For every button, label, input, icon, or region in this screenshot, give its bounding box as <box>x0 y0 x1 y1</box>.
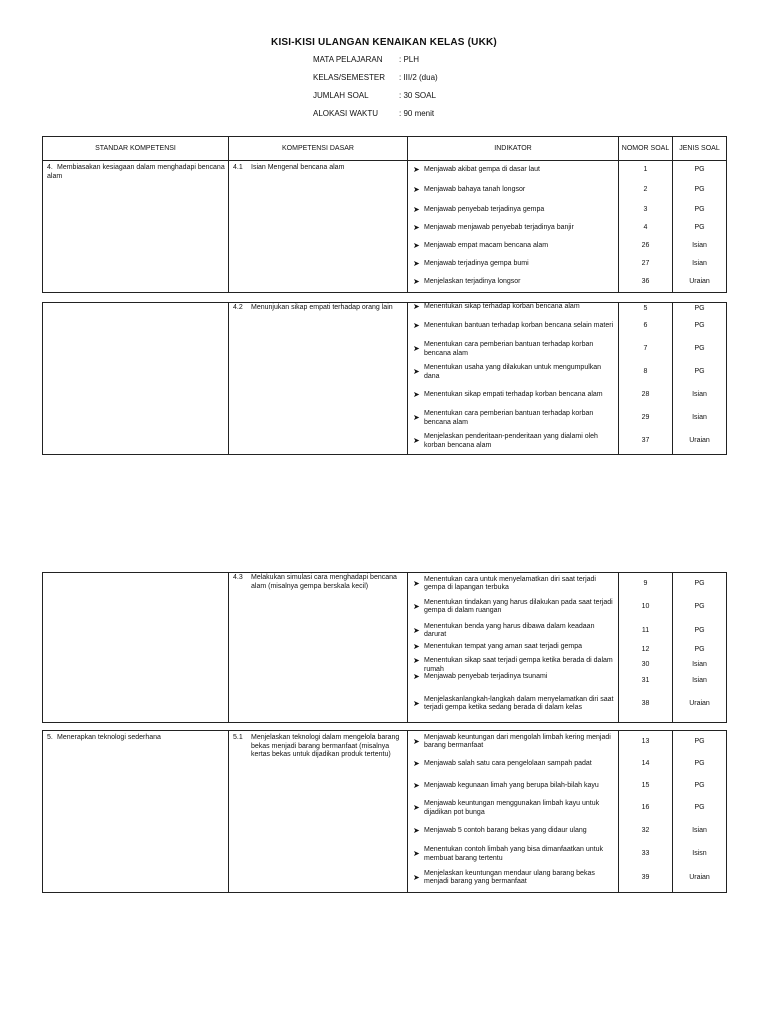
arrow-bullet-icon: ➤ <box>413 240 420 250</box>
indikator-item <box>408 430 618 453</box>
indikator-text: Menjelaskanlangkah-langkah dalam menyelamatkan diri saat terjadi gempa ketika sedang berada di dalam kelas <box>424 695 614 711</box>
standar-kompetensi-cell <box>43 573 229 723</box>
document-title: KISI-KISI ULANGAN KENAIKAN KELAS (UKK) <box>271 37 497 48</box>
header-kompetensi-dasar: KOMPETENSI DASAR <box>229 137 408 161</box>
indikator-item <box>408 161 618 179</box>
indikator-item <box>408 303 618 315</box>
jenis-soal: Uraian <box>689 873 710 881</box>
meta-row <box>313 55 519 73</box>
arrow-bullet-icon: ➤ <box>413 164 420 174</box>
nomor-soal: 33 <box>641 850 650 858</box>
jenis-soal: Isisn <box>692 850 707 858</box>
meta-label: MATA PELAJARAN <box>313 55 383 64</box>
nomor-soal: 38 <box>641 699 650 707</box>
kompetensi-dasar-cell <box>229 161 408 293</box>
arrow-bullet-icon: ➤ <box>413 656 420 665</box>
meta-value: : PLH <box>399 55 420 64</box>
kd-number: 5.1 <box>233 734 243 741</box>
indikator-item <box>408 689 618 719</box>
arrow-bullet-icon: ➤ <box>413 698 420 708</box>
meta-value: : III/2 (dua) <box>399 73 438 82</box>
indikator-text: Menjawab menjawab penyebab terjadinya banjir <box>424 223 574 231</box>
kompetensi-dasar-cell <box>229 573 408 723</box>
indikator-text: Menjawab empat macam bencana alam <box>424 241 549 249</box>
sk-text: Menerapkan teknologi sederhana <box>57 734 161 741</box>
jenis-soal: PG <box>694 165 705 173</box>
jenis-soal: Uraian <box>689 277 710 285</box>
kisi-table-3 <box>42 572 727 723</box>
arrow-bullet-icon: ➤ <box>413 222 420 232</box>
indikator-item <box>408 595 618 619</box>
sk-number: 5. <box>47 734 53 741</box>
nomor-soal: 2 <box>643 185 648 193</box>
jenis-soal: PG <box>694 304 705 312</box>
nomor-soal: 1 <box>643 165 648 173</box>
nomor-soal: 8 <box>643 368 648 376</box>
nomor-soal-list <box>619 161 673 293</box>
indikator-item <box>408 201 618 219</box>
kisi-table-1 <box>42 136 727 293</box>
kisi-table-2 <box>42 302 727 455</box>
nomor-soal: 12 <box>641 645 650 653</box>
arrow-bullet-icon: ➤ <box>413 625 420 635</box>
arrow-bullet-icon: ➤ <box>413 436 420 446</box>
jenis-soal: Isian <box>692 391 707 399</box>
indikator-item <box>408 643 618 657</box>
nomor-soal-list <box>619 303 673 455</box>
indikator-item <box>408 573 618 595</box>
nomor-soal: 5 <box>643 304 648 312</box>
indikator-list <box>408 573 619 723</box>
arrow-bullet-icon: ➤ <box>413 258 420 268</box>
indikator-text: Menentukan usaha yang dilakukan untuk mengumpulkan dana <box>424 364 602 380</box>
table-row <box>43 303 727 455</box>
arrow-bullet-icon: ➤ <box>413 276 420 286</box>
meta-label: JUMLAH SOAL <box>313 91 369 100</box>
indikator-item <box>408 657 618 673</box>
nomor-soal: 29 <box>641 414 650 422</box>
meta-row <box>313 109 519 127</box>
nomor-soal: 30 <box>641 660 650 668</box>
standar-kompetensi-cell <box>43 303 229 455</box>
indikator-item <box>408 797 618 820</box>
kd-text: Melakukan simulasi cara menghadapi bencana alam (misalnya gempa berskala kecil) <box>251 574 397 590</box>
indikator-item <box>408 384 618 407</box>
arrow-bullet-icon: ➤ <box>413 184 420 194</box>
indikator-item <box>408 619 618 643</box>
jenis-soal-list <box>673 573 727 723</box>
indikator-text: Menjawab kegunaan limah yang berupa bilah-bilah kayu <box>424 782 599 790</box>
nomor-soal: 15 <box>641 782 650 790</box>
nomor-soal-list <box>619 573 673 723</box>
indikator-item <box>408 866 618 890</box>
indikator-item <box>408 255 618 273</box>
jenis-soal: PG <box>694 760 705 768</box>
indikator-text: Menjelaskan penderitaan-penderitaan yang dialami oleh korban bencana alam <box>424 433 598 449</box>
arrow-bullet-icon: ➤ <box>413 578 420 588</box>
indikator-text: Menentukan tindakan yang harus dilakukan pada saat terjadi gempa di dalam ruangan <box>424 598 613 614</box>
indikator-list <box>408 303 619 455</box>
jenis-soal: PG <box>694 804 705 812</box>
meta-label: ALOKASI WAKTU <box>313 109 379 118</box>
arrow-bullet-icon: ➤ <box>413 872 420 882</box>
nomor-soal: 9 <box>643 579 648 587</box>
nomor-soal: 16 <box>641 804 650 812</box>
indikator-text: Menjawab keuntungan dari mengolah limbah kering menjadi barang bermanfaat <box>424 733 611 749</box>
indikator-list <box>408 161 619 293</box>
arrow-bullet-icon: ➤ <box>413 204 420 214</box>
arrow-bullet-icon: ➤ <box>413 672 420 681</box>
jenis-soal: PG <box>694 645 705 653</box>
indikator-text: Menentukan tempat yang aman saat terjadi gempa <box>424 643 582 650</box>
standar-kompetensi-cell <box>43 731 229 893</box>
arrow-bullet-icon: ➤ <box>413 302 420 311</box>
jenis-soal-list <box>673 303 727 455</box>
header-standar-kompetensi: STANDAR KOMPETENSI <box>43 137 229 161</box>
table-header-row <box>43 137 727 161</box>
nomor-soal: 36 <box>641 277 650 285</box>
kompetensi-dasar-cell <box>229 731 408 893</box>
nomor-soal: 3 <box>643 205 648 213</box>
nomor-soal: 7 <box>643 345 648 353</box>
indikator-text: Menentukan sikap terhadap korban bencana alam <box>424 303 580 310</box>
jenis-soal: PG <box>694 782 705 790</box>
indikator-text: Menentukan bantuan terhadap korban bencana selain materi <box>424 322 614 330</box>
meta-row <box>313 91 519 109</box>
indikator-text: Menjelaskan terjadinya longsor <box>424 277 521 285</box>
nomor-soal: 28 <box>641 391 650 399</box>
jenis-soal: PG <box>694 602 705 610</box>
table-row <box>43 731 727 893</box>
indikator-item <box>408 237 618 255</box>
arrow-bullet-icon: ➤ <box>413 321 420 331</box>
header-indikator: INDIKATOR <box>408 137 619 161</box>
indikator-text: Menjawab salah satu cara pengelolaan sampah padat <box>424 760 592 768</box>
indikator-text: Menjelaskan keuntungan mendaur ulang barang bekas menjadi barang yang bermanfaat <box>424 869 595 885</box>
nomor-soal: 6 <box>643 322 648 330</box>
meta-info <box>313 55 519 127</box>
jenis-soal: PG <box>694 579 705 587</box>
indikator-text: Menjawab keuntungan menggunakan limbah kayu untuk dijadikan pot bunga <box>424 800 600 816</box>
arrow-bullet-icon: ➤ <box>413 390 420 400</box>
indikator-item <box>408 179 618 201</box>
arrow-bullet-icon: ➤ <box>413 344 420 354</box>
indikator-text: Menjawab penyebab terjadinya gempa <box>424 205 545 213</box>
jenis-soal: Isian <box>692 414 707 422</box>
arrow-bullet-icon: ➤ <box>413 759 420 769</box>
arrow-bullet-icon: ➤ <box>413 781 420 791</box>
nomor-soal: 11 <box>641 626 650 634</box>
indikator-item <box>408 219 618 237</box>
indikator-text: Menentukan cara untuk menyelamatkan diri saat terjadi gempa di lapangan terbuka <box>424 575 596 591</box>
nomor-soal: 13 <box>641 737 650 745</box>
arrow-bullet-icon: ➤ <box>413 826 420 836</box>
arrow-bullet-icon: ➤ <box>413 736 420 746</box>
indikator-text: Menjawab bahaya tanah longsor <box>424 185 526 193</box>
indikator-text: Menjawab terjadinya gempa bumi <box>424 259 529 267</box>
jenis-soal: PG <box>694 185 705 193</box>
arrow-bullet-icon: ➤ <box>413 642 420 651</box>
meta-label: KELAS/SEMESTER <box>313 73 386 82</box>
table-row <box>43 161 727 293</box>
jenis-soal: PG <box>694 626 705 634</box>
meta-value: : 30 SOAL <box>399 91 436 100</box>
nomor-soal: 31 <box>641 676 650 684</box>
nomor-soal: 37 <box>641 437 650 445</box>
indikator-item <box>408 820 618 843</box>
arrow-bullet-icon: ➤ <box>413 803 420 813</box>
nomor-soal: 4 <box>643 223 648 231</box>
sk-text: Membiasakan kesiagaan dalam menghadapi bencana alam <box>47 164 225 180</box>
nomor-soal: 14 <box>641 760 650 768</box>
indikator-text: Menentukan sikap empati terhadap korban bencana alam <box>424 391 603 399</box>
header-nomor-soal: NOMOR SOAL <box>619 137 673 161</box>
nomor-soal: 27 <box>641 259 650 267</box>
jenis-soal: PG <box>694 345 705 353</box>
arrow-bullet-icon: ➤ <box>413 413 420 423</box>
meta-value: : 90 menit <box>399 109 435 118</box>
sk-number: 4. <box>47 164 53 171</box>
indikator-text: Menjawab 5 contoh barang bekas yang didaur ulang <box>424 827 587 835</box>
jenis-soal-list <box>673 161 727 293</box>
nomor-soal: 26 <box>641 241 650 249</box>
jenis-soal: PG <box>694 322 705 330</box>
indikator-item <box>408 407 618 430</box>
jenis-soal: Isian <box>692 827 707 835</box>
jenis-soal: Isian <box>692 660 707 668</box>
indikator-text: Menentukan cara pemberian bantuan terhadap korban bencana alam <box>424 410 594 426</box>
jenis-soal: PG <box>694 223 705 231</box>
indikator-item <box>408 731 618 753</box>
kd-text: Menunjukan sikap empati terhadap orang lain <box>251 304 393 311</box>
nomor-soal-list <box>619 731 673 893</box>
jenis-soal: Isian <box>692 241 707 249</box>
indikator-item <box>408 338 618 361</box>
jenis-soal: PG <box>694 368 705 376</box>
jenis-soal: PG <box>694 205 705 213</box>
nomor-soal: 39 <box>641 873 650 881</box>
header-jenis-soal: JENIS SOAL <box>673 137 727 161</box>
indikator-text: Menjawab akibat gempa di dasar laut <box>424 165 540 173</box>
arrow-bullet-icon: ➤ <box>413 849 420 859</box>
kd-number: 4.3 <box>233 574 243 581</box>
indikator-item <box>408 753 618 776</box>
indikator-text: Menjawab penyebab terjadinya tsunami <box>424 673 548 680</box>
indikator-text: Menentukan benda yang harus dibawa dalam keadaan darurat <box>424 622 595 638</box>
jenis-soal: Isian <box>692 676 707 684</box>
kd-text: Menjelaskan teknologi dalam mengelola barang bekas menjadi barang bermanfaat (misalnya kertas bekas untuk dijadikan produk tertentu) <box>251 734 400 758</box>
indikator-item <box>408 673 618 689</box>
indikator-item <box>408 776 618 797</box>
indikator-item <box>408 361 618 384</box>
indikator-text: Menentukan cara pemberian bantuan terhadap korban bencana alam <box>424 341 594 357</box>
kisi-table-4 <box>42 730 727 893</box>
jenis-soal: Isian <box>692 259 707 267</box>
meta-row <box>313 73 519 91</box>
kd-number: 4.1 <box>233 164 243 171</box>
kompetensi-dasar-cell <box>229 303 408 455</box>
kd-text: Isian Mengenal bencana alam <box>251 164 345 171</box>
indikator-text: Menentukan sikap saat terjadi gempa ketika berada di dalam rumah <box>424 657 613 673</box>
indikator-item <box>408 843 618 866</box>
arrow-bullet-icon: ➤ <box>413 601 420 611</box>
jenis-soal: Uraian <box>689 699 710 707</box>
kd-number: 4.2 <box>233 304 243 311</box>
indikator-list <box>408 731 619 893</box>
indikator-item <box>408 315 618 338</box>
jenis-soal: PG <box>694 737 705 745</box>
jenis-soal-list <box>673 731 727 893</box>
arrow-bullet-icon: ➤ <box>413 367 420 377</box>
indikator-item <box>408 273 618 291</box>
jenis-soal: Uraian <box>689 437 710 445</box>
nomor-soal: 10 <box>641 602 650 610</box>
table-row <box>43 573 727 723</box>
standar-kompetensi-cell <box>43 161 229 293</box>
nomor-soal: 32 <box>641 827 650 835</box>
indikator-text: Menentukan contoh limbah yang bisa dimanfaatkan untuk membuat barang tertentu <box>424 846 604 862</box>
